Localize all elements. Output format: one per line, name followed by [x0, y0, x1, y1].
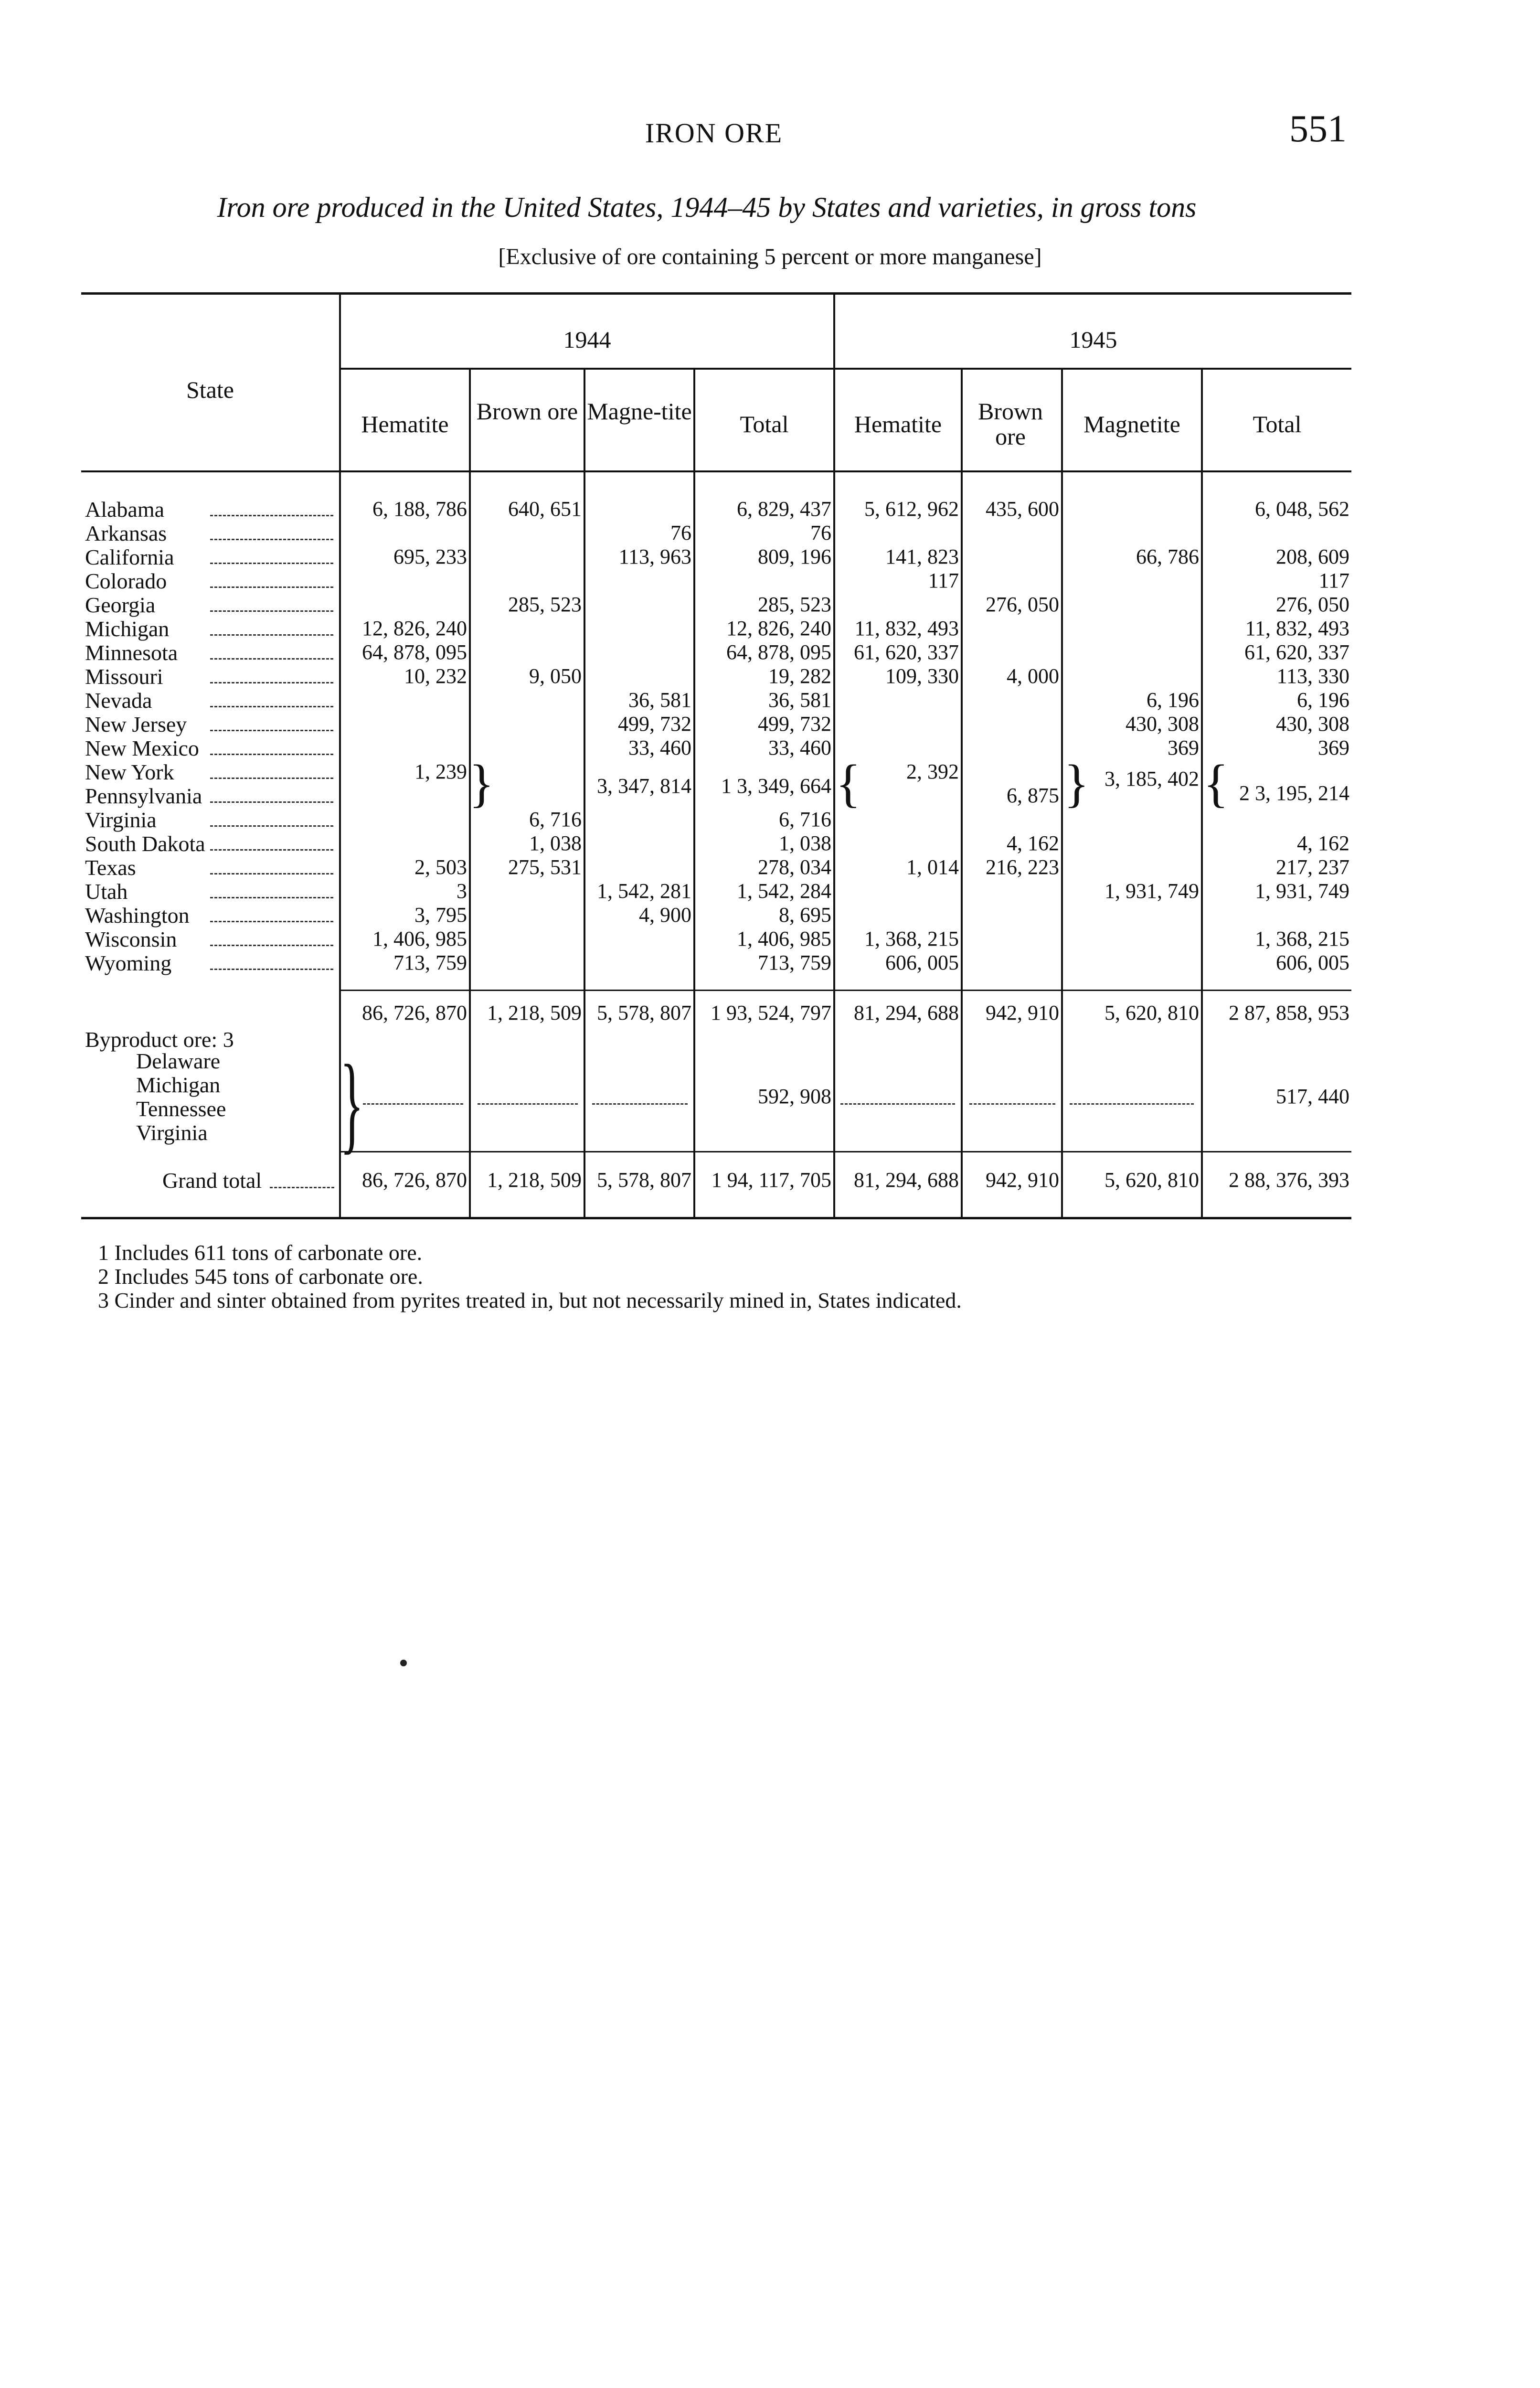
table-cell: 117	[928, 569, 959, 592]
byproduct-state-name: Michigan	[136, 1073, 221, 1097]
column-header: Brown ore	[977, 398, 1043, 450]
table-cell: 12, 826, 240	[362, 617, 467, 640]
table-title: Iron ore produced in the United States, 1944–45 by States and varieties, in gross tons	[217, 192, 1197, 223]
subtotal-cell: 81, 294, 688	[854, 1001, 959, 1024]
table-cell: 6, 196	[1297, 688, 1349, 712]
table-cell: 276, 050	[1276, 593, 1349, 616]
leader-dots	[210, 586, 333, 588]
table-cell: 19, 282	[768, 664, 831, 688]
table-cell: 5, 612, 962	[864, 497, 959, 521]
subtotal-cell: 1 93, 524, 797	[711, 1001, 831, 1024]
grand-total-cell: 1, 218, 509	[487, 1168, 582, 1192]
table-cell: 6, 829, 437	[737, 497, 831, 521]
table-cell: 1, 368, 215	[1255, 927, 1349, 950]
brace-icon: {	[836, 754, 861, 812]
table-subtitle: [Exclusive of ore containing 5 percent or more manganese]	[498, 244, 1042, 269]
table-bottom-rule	[81, 1217, 1351, 1219]
table-cell: 1, 542, 281	[597, 879, 691, 903]
brace-icon: }	[1064, 754, 1089, 812]
table-cell: 6, 716	[529, 808, 582, 831]
brace-icon: }	[469, 754, 494, 812]
leader-dots	[210, 539, 333, 540]
table-cell: 11, 832, 493	[854, 617, 959, 640]
leader-dots	[210, 658, 333, 660]
table-cell: 606, 005	[885, 951, 959, 974]
table-cell: 430, 308	[1126, 712, 1199, 736]
leader-dots	[363, 1103, 463, 1105]
table-cell: 2, 392	[906, 760, 959, 783]
state-name: Colorado	[85, 569, 167, 593]
ny-pa-magnetite-1945: 3, 185, 402	[1105, 767, 1199, 790]
state-name: Missouri	[85, 664, 163, 689]
byproduct-total-1944: 592, 908	[758, 1085, 831, 1108]
table-cell: 276, 050	[986, 593, 1059, 616]
grand-total-cell: 5, 578, 807	[597, 1168, 691, 1192]
table-cell: 109, 330	[885, 664, 959, 688]
page-header	[81, 107, 1347, 150]
leader-dots	[210, 801, 333, 803]
table-cell: 499, 732	[758, 712, 831, 736]
subtotal-cell: 5, 578, 807	[597, 1001, 691, 1024]
leader-dots	[210, 825, 333, 827]
table-cell: 4, 162	[1297, 832, 1349, 855]
leader-dots	[210, 921, 333, 922]
leader-dots	[210, 563, 333, 564]
byproduct-state-name: Virginia	[136, 1120, 208, 1145]
table-cell: 6, 716	[779, 808, 831, 831]
grand-total-cell: 2 88, 376, 393	[1229, 1168, 1349, 1192]
table-cell: 113, 963	[618, 545, 691, 568]
table-cell: 6, 196	[1147, 688, 1199, 712]
column-divider	[1061, 370, 1063, 1219]
table-cell: 64, 878, 095	[362, 640, 467, 664]
footnote: 3 Cinder and sinter obtained from pyrites treated in, but not necessarily mined in, States indicated.	[98, 1288, 962, 1312]
table-cell: 208, 609	[1276, 545, 1349, 568]
table-cell: 36, 581	[768, 688, 831, 712]
subtotal-cell: 2 87, 858, 953	[1229, 1001, 1349, 1024]
subtotal-cell: 86, 726, 870	[362, 1001, 467, 1024]
column-header: Hematite	[854, 411, 942, 437]
table-cell: 1, 014	[906, 855, 959, 879]
byproduct-state-name: Delaware	[136, 1049, 221, 1073]
grand-total-cell: 1 94, 117, 705	[711, 1168, 831, 1192]
table-cell: 8, 695	[779, 903, 831, 927]
table-cell: 76	[670, 521, 691, 544]
table-cell: 435, 600	[986, 497, 1059, 521]
year-header-1945: 1945	[1069, 326, 1117, 353]
state-name: Texas	[85, 855, 136, 880]
grand-total-cell: 81, 294, 688	[854, 1168, 959, 1192]
grand-total-cell: 942, 910	[986, 1168, 1059, 1192]
table-cell: 499, 732	[618, 712, 691, 736]
table-cell: 6, 188, 786	[372, 497, 467, 521]
table-cell: 713, 759	[758, 951, 831, 974]
column-header: Magnetite	[1083, 411, 1180, 437]
table-cell: 10, 232	[404, 664, 467, 688]
state-name: New Mexico	[85, 736, 199, 760]
running-title: IRON ORE	[645, 117, 783, 149]
ny-pa-total-1944: 1 3, 349, 664	[721, 774, 831, 798]
leader-dots	[840, 1103, 955, 1105]
state-name: Utah	[85, 879, 128, 904]
table-cell: 606, 005	[1276, 951, 1349, 974]
table-cell: 1, 406, 985	[737, 927, 831, 950]
ink-speck	[400, 1660, 407, 1666]
table-cell: 11, 832, 493	[1245, 617, 1349, 640]
state-name: Wyoming	[85, 951, 172, 975]
leader-dots	[1070, 1103, 1194, 1105]
byproduct-state-name: Tennessee	[136, 1097, 226, 1121]
state-name: Virginia	[85, 808, 157, 832]
table-cell: 33, 460	[628, 736, 691, 759]
leader-dots	[592, 1103, 688, 1105]
table-cell: 430, 308	[1276, 712, 1349, 736]
brace-icon: }	[340, 1042, 364, 1164]
column-header: Brown ore	[476, 398, 578, 425]
table-cell: 1, 038	[779, 832, 831, 855]
table-cell: 12, 826, 240	[726, 617, 831, 640]
byproduct-label: Byproduct ore: 3	[85, 1027, 234, 1052]
subtotal-cell: 942, 910	[986, 1001, 1059, 1024]
table-cell: 809, 196	[758, 545, 831, 568]
column-header: Total	[1253, 411, 1302, 437]
table-cell: 369	[1318, 736, 1349, 759]
table-cell: 713, 759	[393, 951, 467, 974]
state-name: Michigan	[85, 617, 170, 641]
state-name: New York	[85, 760, 174, 784]
table-cell: 216, 223	[986, 855, 1059, 879]
table-cell: 1, 239	[414, 760, 467, 783]
brace-icon: {	[1203, 754, 1229, 812]
leader-dots	[210, 682, 333, 683]
table-cell: 1, 406, 985	[372, 927, 467, 950]
table-cell: 4, 162	[1007, 832, 1059, 855]
table-cell: 36, 581	[628, 688, 691, 712]
table-cell: 6, 875	[1007, 784, 1059, 807]
table-cell: 141, 823	[885, 545, 959, 568]
byproduct-total-1945: 517, 440	[1276, 1085, 1349, 1108]
leader-dots	[210, 730, 333, 731]
leader-dots	[210, 754, 333, 755]
table-cell: 1, 368, 215	[864, 927, 959, 950]
table-cell: 275, 531	[508, 855, 582, 879]
table-cell: 1, 931, 749	[1105, 879, 1199, 903]
table-cell: 64, 878, 095	[726, 640, 831, 664]
table-cell: 61, 620, 337	[1244, 640, 1349, 664]
state-name: Washington	[85, 903, 190, 927]
table-cell: 61, 620, 337	[854, 640, 959, 664]
grand-total-rule	[339, 1151, 1351, 1152]
state-name: New Jersey	[85, 712, 187, 736]
leader-dots	[210, 849, 333, 851]
leader-dots	[210, 969, 333, 970]
table-cell: 76	[810, 521, 831, 544]
table-cell: 217, 237	[1276, 855, 1349, 879]
table-cell: 3, 795	[414, 903, 467, 927]
footnote: 1 Includes 611 tons of carbonate ore.	[98, 1240, 423, 1265]
table-cell: 285, 523	[758, 593, 831, 616]
year-header-1944: 1944	[563, 326, 611, 353]
grand-total-cell: 5, 620, 810	[1105, 1168, 1199, 1192]
leader-dots	[210, 610, 333, 612]
table-cell: 3	[457, 879, 467, 903]
table-cell: 1, 931, 749	[1255, 879, 1349, 903]
column-header: Magne-tite	[587, 398, 692, 425]
year-header-rule	[339, 368, 1351, 370]
state-name: Nevada	[85, 688, 152, 713]
table-top-rule	[81, 292, 1351, 295]
state-column-header: State	[186, 376, 234, 403]
table-cell: 369	[1168, 736, 1199, 759]
state-name: Arkansas	[85, 521, 167, 545]
state-name: Minnesota	[85, 640, 178, 665]
grand-total-cell: 86, 726, 870	[362, 1168, 467, 1192]
leader-dots	[210, 873, 333, 874]
table-cell: 66, 786	[1136, 545, 1199, 568]
table-cell: 640, 651	[508, 497, 582, 521]
column-header: Hematite	[361, 411, 449, 437]
table-cell: 6, 048, 562	[1255, 497, 1349, 521]
state-name: South Dakota	[85, 832, 205, 856]
table-cell: 278, 034	[758, 855, 831, 879]
leader-dots	[210, 515, 333, 516]
column-header-rule	[81, 470, 1351, 472]
ny-pa-magnetite-1944: 3, 347, 814	[597, 774, 691, 798]
leader-dots	[210, 778, 333, 779]
state-name: Georgia	[85, 593, 156, 617]
leader-dots	[210, 897, 333, 898]
table-cell: 285, 523	[508, 593, 582, 616]
table-cell: 4, 000	[1007, 664, 1059, 688]
subtotal-cell: 1, 218, 509	[487, 1001, 582, 1024]
footnote: 2 Includes 545 tons of carbonate ore.	[98, 1264, 423, 1289]
state-name: Pennsylvania	[85, 784, 202, 808]
state-name: Wisconsin	[85, 927, 177, 951]
state-name: Alabama	[85, 497, 165, 522]
table-cell: 1, 542, 284	[737, 879, 831, 903]
state-name: California	[85, 545, 174, 569]
table-cell: 4, 900	[639, 903, 691, 927]
grand-total-label: Grand total	[162, 1168, 262, 1193]
leader-dots	[270, 1187, 334, 1188]
subtotal-rule	[339, 990, 1351, 991]
leader-dots	[478, 1103, 578, 1105]
table-cell: 695, 233	[393, 545, 467, 568]
leader-dots	[210, 945, 333, 946]
ny-pa-total-1945: 2 3, 195, 214	[1239, 781, 1349, 805]
leader-dots	[210, 634, 333, 636]
subtotal-cell: 5, 620, 810	[1105, 1001, 1199, 1024]
table-cell: 9, 050	[529, 664, 582, 688]
table-cell: 117	[1318, 569, 1349, 592]
leader-dots	[969, 1103, 1055, 1105]
table-cell: 33, 460	[768, 736, 831, 759]
table-cell: 113, 330	[1276, 664, 1349, 688]
column-header: Total	[740, 411, 789, 437]
table-cell: 2, 503	[414, 855, 467, 879]
table-cell: 1, 038	[529, 832, 582, 855]
leader-dots	[210, 706, 333, 707]
page-number: 551	[1289, 108, 1347, 150]
